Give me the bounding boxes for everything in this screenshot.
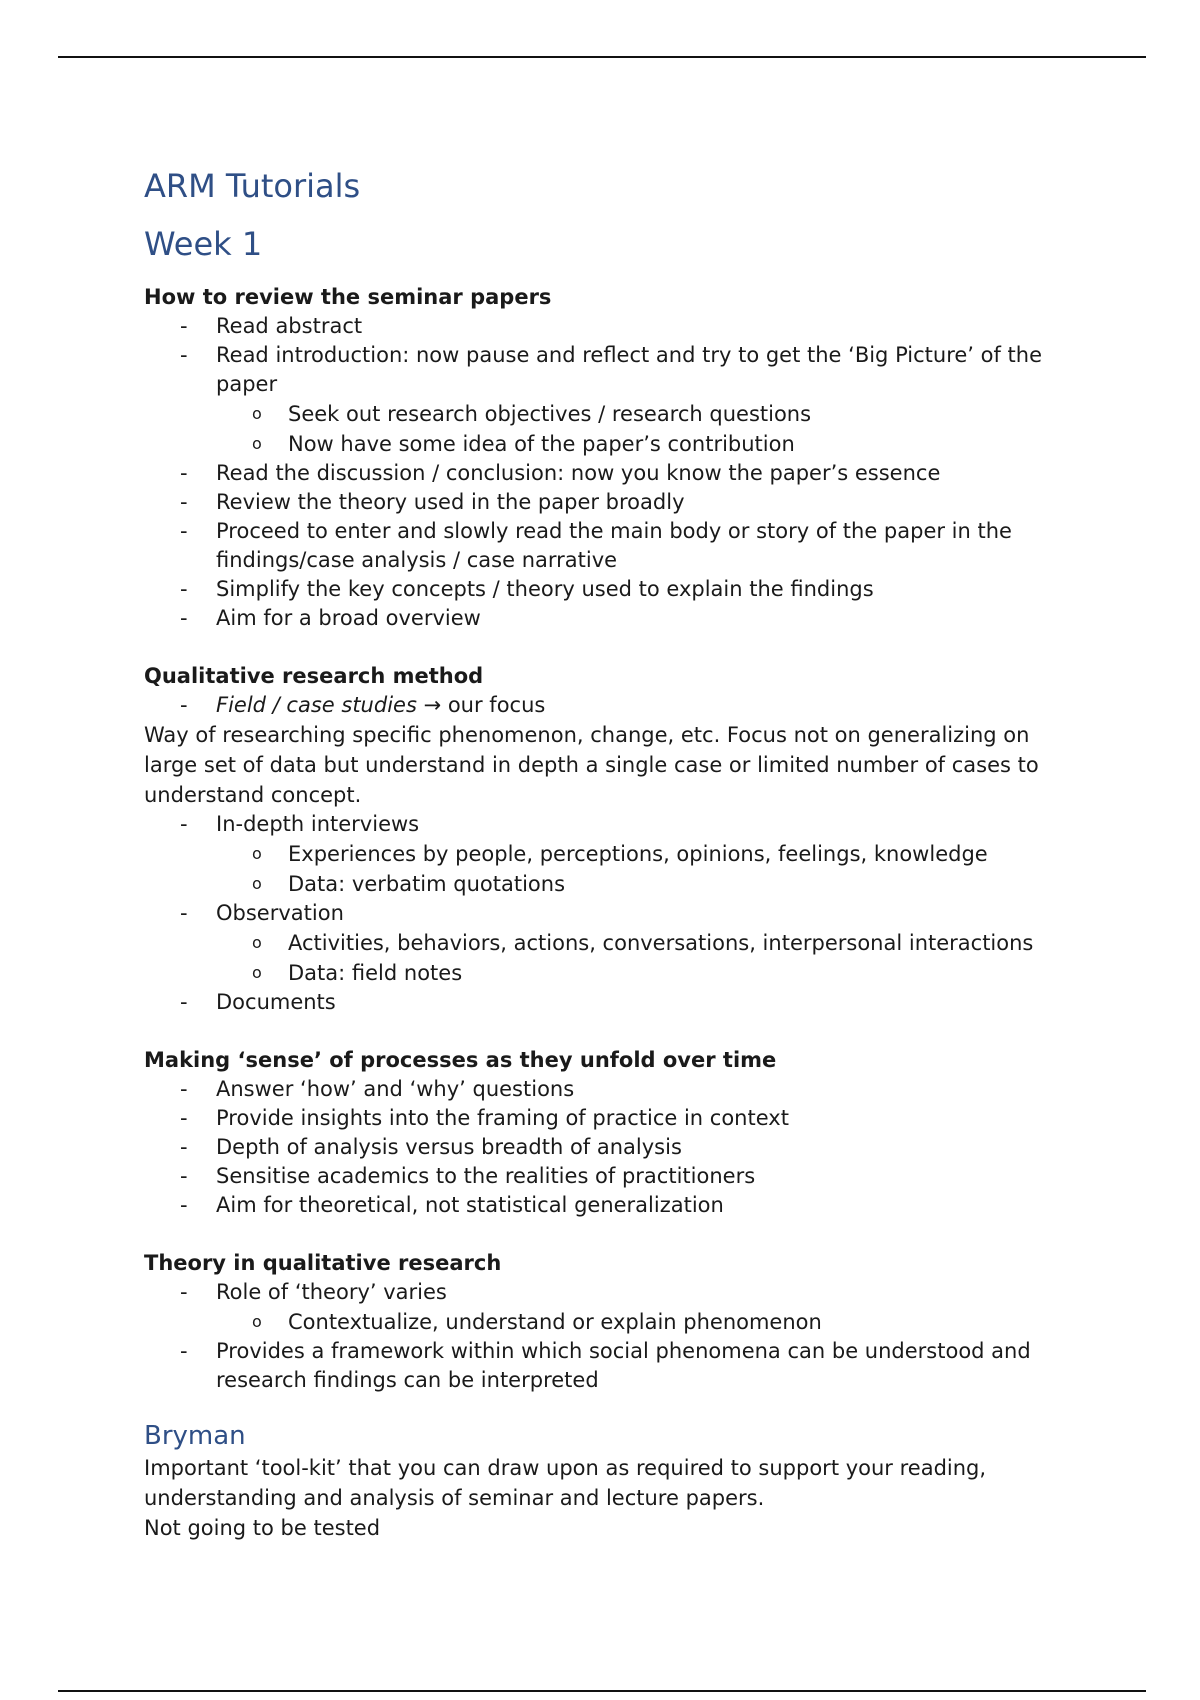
dash-bullet: - <box>180 1135 188 1159</box>
circle-bullet: o <box>252 844 262 863</box>
dash-bullet: - <box>180 693 188 717</box>
dash-bullet: - <box>180 1077 188 1101</box>
sense-list <box>144 1075 1084 1220</box>
circle-bullet: o <box>252 933 262 952</box>
sub-list <box>216 928 1084 988</box>
qualitative-list <box>144 810 1084 1017</box>
top-rule <box>58 56 1146 58</box>
list-item: - Sensitise academics to the realities of practitioners <box>144 1162 1084 1191</box>
list-item: - Field / case studies → our focus <box>144 691 1084 720</box>
section-heading-sense: Making ‘sense’ of processes as they unfold over time <box>144 1048 777 1072</box>
dash-bullet: - <box>180 1106 188 1130</box>
circle-bullet: o <box>252 404 262 423</box>
list-item: - Read abstract <box>144 312 1084 341</box>
qualitative-focus-list <box>144 691 1084 720</box>
list-item: - Aim for a broad overview <box>144 604 1084 633</box>
circle-bullet: o <box>252 1312 262 1331</box>
list-item: - Simplify the key concepts / theory used to explain the findings <box>144 575 1084 604</box>
dash-bullet: - <box>180 314 188 338</box>
dash-bullet: - <box>180 1339 188 1363</box>
list-item: - Answer ‘how’ and ‘why’ questions <box>144 1075 1084 1104</box>
list-item: - Role of ‘theory’ varies o Contextualize, understand or explain phenomenon <box>144 1278 1084 1337</box>
dash-bullet: - <box>180 577 188 601</box>
review-list <box>144 312 1084 633</box>
circle-bullet: o <box>252 963 262 982</box>
sub-list-item: o Contextualize, understand or explain phenomenon <box>216 1307 1084 1337</box>
sub-list-item: o Data: verbatim quotations <box>216 869 1084 899</box>
list-item: - Read introduction: now pause and reflect and try to get the ‘Big Picture’ of the paper o Seek out research objectives / research questions o Now have some idea of the paper’s contribution <box>144 341 1084 459</box>
circle-bullet: o <box>252 434 262 453</box>
bryman-note: Not going to be tested <box>144 1516 381 1540</box>
list-item: - Proceed to enter and slowly read the main body or story of the paper in the findings/case analysis / case narrative <box>180 519 1012 572</box>
section-heading-bryman: Bryman <box>144 1421 246 1451</box>
list-item: - Provide insights into the framing of practice in context <box>144 1104 1084 1133</box>
list-item: - Depth of analysis versus breadth of analysis <box>144 1133 1084 1162</box>
bryman-paragraph: Important ‘tool-kit’ that you can draw upon as required to support your reading, understanding and analysis of seminar and lecture papers. <box>144 1456 987 1510</box>
sub-list-item: o Data: field notes <box>216 958 1084 988</box>
qualitative-paragraph: Way of researching specific phenomenon, change, etc. Focus not on generalizing on large set of data but understand in depth a single case or limited number of cases to understand concept. <box>144 723 1039 807</box>
dash-bullet: - <box>180 990 188 1014</box>
week-title: Week 1 <box>144 225 263 263</box>
dash-bullet: - <box>180 812 188 836</box>
list-item: - Observation o Activities, behaviors, actions, conversations, interpersonal interactions o Data: field notes <box>144 899 1084 988</box>
dash-bullet: - <box>180 490 188 514</box>
sub-list <box>216 399 1084 459</box>
sub-list-item: o Seek out research objectives / research questions <box>216 399 1084 429</box>
section-heading-review: How to review the seminar papers <box>144 285 552 309</box>
list-item: - Aim for theoretical, not statistical generalization <box>144 1191 1084 1220</box>
dash-bullet: - <box>180 1280 188 1304</box>
list-item: - Read the discussion / conclusion: now you know the paper’s essence <box>144 459 1084 488</box>
dash-bullet: - <box>180 343 188 367</box>
sub-list <box>216 839 1084 899</box>
sub-list <box>216 1307 1084 1337</box>
list-item: - Documents <box>144 988 1084 1017</box>
dash-bullet: - <box>180 1164 188 1188</box>
section-heading-qualitative: Qualitative research method <box>144 664 484 688</box>
list-item: - In-depth interviews o Experiences by people, perceptions, opinions, feelings, knowledge o Data: verbatim quotations <box>144 810 1084 899</box>
dash-bullet: - <box>180 519 188 543</box>
circle-bullet: o <box>252 874 262 893</box>
dash-bullet: - <box>180 901 188 925</box>
document-title: ARM Tutorials <box>144 167 361 205</box>
theory-list <box>144 1278 1084 1395</box>
section-heading-theory: Theory in qualitative research <box>144 1251 502 1275</box>
bottom-rule <box>58 1690 1146 1692</box>
sub-list-item: o Activities, behaviors, actions, conversations, interpersonal interactions <box>216 928 1084 958</box>
dash-bullet: - <box>180 461 188 485</box>
document-body <box>144 160 1084 1543</box>
sub-list-item: o Now have some idea of the paper’s contribution <box>216 429 1084 459</box>
list-item: - Provides a framework within which social phenomena can be understood and research findings can be interpreted <box>180 1339 1031 1392</box>
dash-bullet: - <box>180 1193 188 1217</box>
sub-list-item: o Experiences by people, perceptions, opinions, feelings, knowledge <box>216 839 1084 869</box>
dash-bullet: - <box>180 606 188 630</box>
list-item: - Review the theory used in the paper broadly <box>144 488 1084 517</box>
